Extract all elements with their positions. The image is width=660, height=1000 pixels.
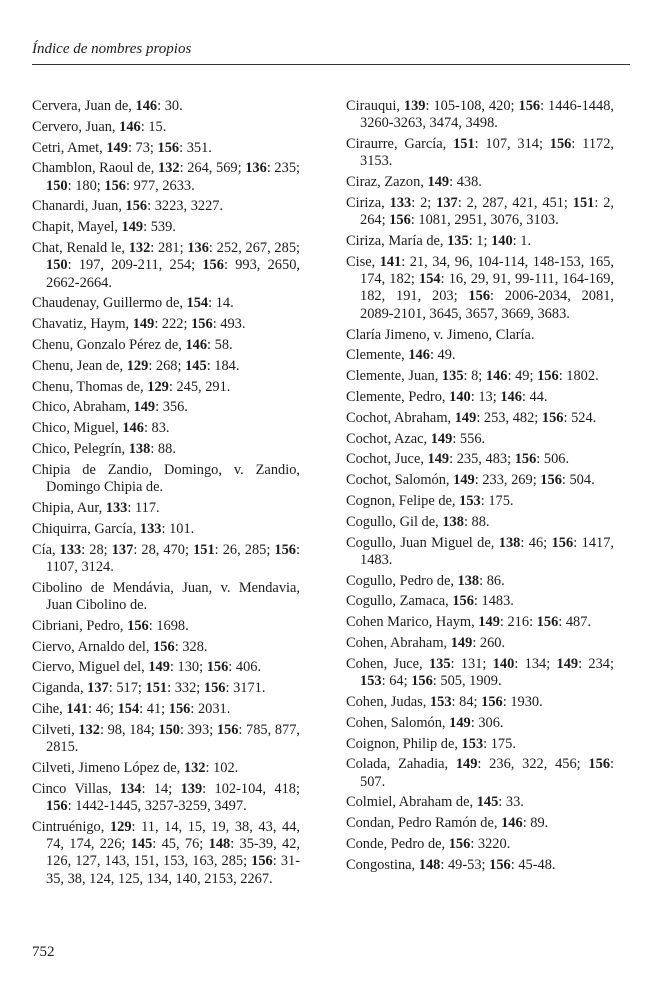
volume-number: 149 [556,655,579,672]
volume-number: 156 [389,212,411,229]
volume-number: 138 [128,441,151,458]
index-entry: Cohen Marico, Haym, 149: 216: 156: 487. [346,614,592,631]
volume-number: 156 [411,673,433,690]
volume-number: 156 [541,409,564,426]
index-entry: Cintruénigo, 129: 11, 14, 15, 19, 38, 43, 44, 74, 174, 226; 145: 45, 76; 148: 35-39, 42, 126, 127, 143, 151, 153, 163, 285; 156: 31-35, 38, 124, 125, 134, 140, 2153, 2267. [32,818,301,887]
volume-number: 156 [216,721,239,738]
index-entry: Cilveti, Jimeno López de, 132: 102. [32,759,239,776]
index-entry: Ciervo, Miguel del, 149: 130; 156: 406. [32,659,262,676]
index-entry: Cogullo, Juan Miguel de, 138: 46; 156: 1417, 1483. [346,534,614,568]
volume-number: 146 [500,388,522,405]
volume-number: 145 [185,357,207,374]
volume-number: 156 [514,451,537,468]
index-entry: Ciganda, 137: 517; 151: 332; 156: 3171. [32,680,266,697]
index-entry: Colmiel, Abraham de, 145: 33. [346,794,524,811]
volume-number: 156 [153,638,175,655]
index-entry: Chipia de Zandio, Domingo, v. Zandio, Domingo Chipia de. [32,461,300,496]
index-entry: Cohen, Juce, 135: 131; 140: 134; 149: 234; 153: 64; 156: 505, 1909. [346,655,614,690]
volume-number: 146 [135,98,158,114]
index-entry: Chico, Abraham, 149: 356. [32,399,188,416]
volume-number: 151 [453,136,475,153]
index-entry: Cochot, Salomón, 149: 233, 269; 156: 504. [346,472,595,489]
index-entry: Cervero, Juan, 146: 15. [32,118,167,135]
volume-number: 156 [518,98,541,114]
index-entry: Ciraurre, García, 151: 107, 314; 156: 1172, 3153. [346,136,615,170]
volume-number: 149 [454,409,477,426]
volume-number: 154 [186,295,209,312]
index-entry: Claría Jimeno, v. Jimeno, Claría. [346,326,535,343]
volume-number: 138 [442,513,464,530]
volume-number: 134 [119,780,142,797]
volume-number: 133 [105,499,128,516]
volume-number: 149 [121,219,144,236]
index-entry: Chat, Renald le, 132: 281; 136: 252, 267, 285; 150: 197, 209-211, 254; 156: 993, 2650, 2662-2664. [32,240,301,291]
volume-number: 149 [450,635,473,652]
index-entry: Cochot, Azac, 149: 556. [346,430,486,447]
volume-number: 129 [126,357,149,374]
volume-number: 156 [588,756,611,773]
volume-number: 156 [157,139,180,156]
volume-number: 156 [125,198,148,215]
volume-number: 141 [66,700,88,717]
volume-number: 132 [78,721,100,738]
volume-number: 137 [436,194,458,211]
volume-number: 132 [128,240,151,257]
index-entry: Cihe, 141: 46; 154: 41; 156: 2031. [32,700,231,717]
volume-number: 135 [428,655,451,672]
volume-number: 156 [536,614,559,631]
volume-number: 140 [492,655,515,672]
volume-number: 156 [46,797,68,814]
volume-number: 151 [193,541,215,558]
index-column-right [346,98,614,878]
index-entry: Cochot, Abraham, 149: 253, 482; 156: 524. [346,409,597,426]
volume-number: 156 [202,257,224,274]
volume-number: 153 [429,693,452,710]
volume-number: 137 [111,541,134,558]
index-entry: Cilveti, 132: 98, 184; 150: 393; 156: 785, 877, 2815. [32,721,300,755]
volume-number: 149 [478,614,500,631]
volume-number: 150 [46,257,68,274]
index-entry: Chapit, Mayel, 149: 539. [32,219,176,236]
volume-number: 154 [117,700,140,717]
index-entry: Cohen, Abraham, 149: 260. [346,635,506,652]
volume-number: 156 [468,288,491,305]
volume-number: 156 [540,472,562,489]
volume-number: 156 [551,534,574,551]
index-entry: Conde, Pedro de, 156: 3220. [346,835,511,852]
volume-number: 149 [455,756,478,773]
index-entry: Ciraz, Zazon, 149: 438. [346,174,482,191]
index-entry: Chamblon, Raoul de, 132: 264, 569; 136: 235; 150: 180; 156: 977, 2633. [32,160,301,194]
volume-number: 138 [498,534,521,551]
volume-number: 156 [203,680,226,697]
index-entry: Cogullo, Pedro de, 138: 86. [346,572,505,589]
index-entry: Chipia, Aur, 133: 117. [32,499,160,516]
index-entry: Coignon, Philip de, 153: 175. [346,735,516,752]
volume-number: 149 [427,451,450,468]
index-entry: Ciriza, 133: 2; 137: 2, 287, 421, 451; 151: 2, 264; 156: 1081, 2951, 3076, 3103. [346,194,615,229]
volume-number: 146 [501,815,523,832]
volume-number: 148 [418,856,441,873]
volume-number: 139 [180,780,203,797]
volume-number: 140 [491,233,513,250]
index-entry: Colada, Zahadia, 149: 236, 322, 456; 156: 507. [346,756,615,790]
volume-number: 140 [449,388,471,405]
index-entry: Ciervo, Arnaldo del, 156: 328. [32,638,208,655]
index-entry: Cogullo, Zamaca, 156: 1483. [346,593,514,610]
volume-number: 149 [427,174,450,191]
index-entry: Condan, Pedro Ramón de, 146: 89. [346,815,549,832]
index-entry: Chenu, Gonzalo Pérez de, 146: 58. [32,337,233,354]
volume-number: 146 [185,337,208,354]
volume-number: 156 [168,700,191,717]
volume-number: 156 [127,617,149,634]
page-number: 752 [32,944,55,960]
volume-number: 156 [274,541,296,558]
volume-number: 156 [452,593,474,610]
index-column-left [32,98,300,891]
volume-number: 156 [537,368,559,385]
index-entry: Congostina, 148: 49-53; 156: 45-48. [346,856,556,873]
index-entry: Cetri, Amet, 149: 73; 156: 351. [32,139,212,156]
volume-number: 150 [158,721,180,738]
volume-number: 145 [476,794,499,811]
index-entry: Cervera, Juan de, 146: 30. [32,98,183,114]
index-entry: Clemente, Pedro, 140: 13; 146: 44. [346,388,548,405]
volume-number: 146 [119,118,141,135]
volume-number: 151 [572,194,595,211]
volume-number: 156 [489,856,511,873]
index-entry: Chenu, Jean de, 129: 268; 145: 184. [32,357,240,374]
volume-number: 156 [448,835,471,852]
index-entry: Chico, Pelegrín, 138: 88. [32,441,176,458]
index-entry: Chaudenay, Guillermo de, 154: 14. [32,295,234,312]
volume-number: 145 [130,835,153,852]
volume-number: 146 [408,347,430,364]
index-entry: Cohen, Salomón, 149: 306. [346,714,504,731]
index-entry: Cibolino de Mendávia, Juan, v. Mendavia, Juan Cibolino de. [32,579,300,613]
volume-number: 148 [208,835,231,852]
volume-number: 149 [132,316,155,333]
volume-number: 149 [430,430,453,447]
volume-number: 129 [147,378,169,395]
volume-number: 132 [183,759,206,776]
volume-number: 141 [379,253,402,270]
volume-number: 153 [459,492,481,509]
index-entry: Cinco Villas, 134: 14; 139: 102-104, 418; 156: 1442-1445, 3257-3259, 3497. [32,780,300,814]
volume-number: 150 [46,177,68,194]
index-entry: Cochot, Juce, 149: 235, 483; 156: 506. [346,451,570,468]
volume-number: 129 [109,818,132,835]
running-head: Índice de nombres propios [32,41,192,57]
volume-number: 138 [457,572,480,589]
index-entry: Cognon, Felipe de, 153: 175. [346,492,514,509]
volume-number: 133 [59,541,82,558]
volume-number: 149 [453,472,475,489]
volume-number: 156 [481,693,503,710]
volume-number: 135 [441,368,464,385]
index-entry: Cía, 133: 28; 137: 28, 470; 151: 26, 285; 156: 1107, 3124. [32,541,300,575]
volume-number: 132 [157,160,180,177]
index-entry: Cise, 141: 21, 34, 96, 104-114, 148-153, 165, 174, 182; 154: 16, 29, 91, 99-111, 164-169, 182, 191, 203; 156: 2006-2034, 2081, 2089-2101, 3645, 3657, 3669, 3683. [346,253,615,322]
index-entry: Chavatiz, Haym, 149: 222; 156: 493. [32,316,246,333]
volume-number: 149 [106,139,128,156]
volume-number: 153 [461,735,484,752]
volume-number: 137 [87,680,109,697]
index-entry: Chenu, Thomas de, 129: 245, 291. [32,378,231,395]
volume-number: 156 [251,853,273,870]
index-entry: Cohen, Judas, 153: 84; 156: 1930. [346,693,543,710]
index-entry: Chico, Miguel, 146: 83. [32,420,170,437]
volume-number: 146 [122,420,144,437]
index-entry: Cibriani, Pedro, 156: 1698. [32,617,189,634]
index-entry: Clemente, Juan, 135: 8; 146: 49; 156: 1802. [346,368,599,385]
volume-number: 156 [206,659,229,676]
index-entry: Chiquirra, García, 133: 101. [32,520,195,537]
volume-number: 156 [104,177,126,194]
volume-number: 139 [403,98,426,114]
volume-number: 151 [145,680,168,697]
index-entry: Cirauqui, 139: 105-108, 420; 156: 1446-1448, 3260-3263, 3474, 3498. [346,98,614,132]
header-rule [32,64,630,65]
volume-number: 133 [389,194,412,211]
index-entry: Chanardi, Juan, 156: 3223, 3227. [32,198,224,215]
index-entry: Cogullo, Gil de, 138: 88. [346,513,490,530]
volume-number: 133 [139,520,162,537]
volume-number: 156 [549,136,572,153]
volume-number: 156 [191,316,213,333]
index-entry: Clemente, 146: 49. [346,347,456,364]
volume-number: 136 [187,240,209,257]
volume-number: 146 [485,368,508,385]
volume-number: 154 [419,271,441,288]
volume-number: 149 [449,714,471,731]
index-entry: Ciriza, María de, 135: 1; 140: 1. [346,233,532,250]
volume-number: 153 [360,673,382,690]
volume-number: 136 [245,160,267,177]
volume-number: 149 [133,399,156,416]
volume-number: 149 [148,659,170,676]
volume-number: 135 [447,233,469,250]
